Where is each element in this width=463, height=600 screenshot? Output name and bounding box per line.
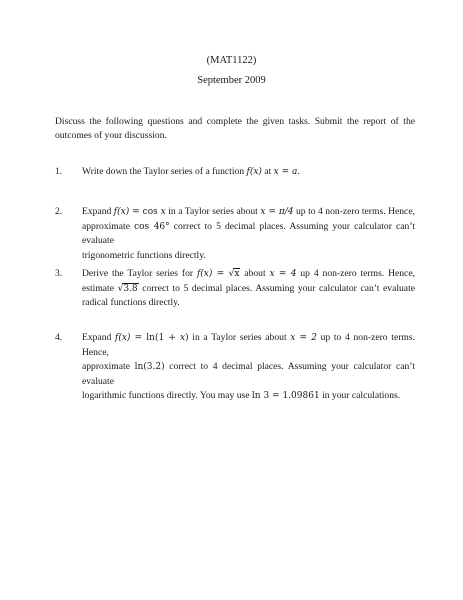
text-run: . (297, 166, 300, 177)
question-line (82, 360, 415, 389)
math-expression: ) (185, 333, 189, 343)
question-text (82, 205, 415, 263)
question-item (55, 331, 415, 401)
math-expression: ln(3.2) (134, 362, 165, 372)
math-expression: f(x) = (115, 333, 147, 343)
math-expression: ln 3 = 1.09861 (251, 391, 320, 401)
math-expression: x = 4 (269, 269, 297, 279)
question-line (82, 331, 415, 360)
text-run: up to 4 non-zero terms. Hence, (82, 332, 415, 358)
math-expression: √ (228, 269, 235, 279)
math-expression: x = 2 (290, 333, 317, 343)
text-run: correct to 5 decimal places. Assuming your calculator can’t evaluate (138, 282, 415, 294)
text-run: in a Taylor series about (165, 206, 261, 217)
course-code: (MAT1122) (206, 55, 257, 66)
math-expression: f(x) (246, 167, 262, 177)
math-expression: x = π/4 (260, 207, 294, 217)
document-date: September 2009 (197, 75, 266, 86)
question-number: 2. (55, 206, 63, 217)
question-number: 4. (55, 332, 63, 343)
math-expression: x (180, 333, 186, 343)
question-line (82, 389, 415, 404)
text-run: Derive the Taylor series for (82, 268, 197, 279)
text-run: up to 4 non-zero terms. Hence, (293, 206, 415, 217)
question-number: 1. (55, 166, 63, 177)
text-run: correct to 5 decimal places. Assuming your calculator can’t evaluate (82, 220, 416, 246)
text-run: in a Taylor series about (188, 332, 291, 343)
math-expression: ln(1 + (146, 333, 181, 343)
question-line (82, 267, 415, 282)
text-run: approximate (82, 220, 135, 232)
math-expression: x = a (273, 167, 298, 177)
math-expression: x (160, 207, 166, 217)
text-run: estimate (82, 282, 118, 294)
question-line (82, 220, 415, 249)
question-text (82, 331, 415, 404)
text-run: Expand (82, 332, 115, 343)
text-run: in your calculations. (319, 390, 401, 401)
math-expression: √ (117, 283, 124, 294)
question-item (55, 205, 416, 261)
text-run: approximate (82, 361, 135, 372)
question-line (82, 282, 415, 297)
text-run: about (240, 268, 270, 279)
text-run: trigonometric functions directly. (82, 249, 206, 261)
text-run: correct to 4 decimal places. Assuming your calculator can’t evaluate (82, 361, 415, 387)
text-run: up 4 non-zero terms. Hence, (296, 268, 415, 279)
question-number: 3. (55, 268, 63, 279)
math-expression: f(x) = (196, 269, 229, 279)
text-run: Write down the Taylor series of a function (82, 166, 247, 177)
text-run: radical functions directly. (82, 297, 180, 308)
question-item (55, 267, 415, 317)
text-run: Expand (82, 206, 114, 217)
radicand: x (234, 269, 240, 279)
radicand: 3.8 (123, 283, 138, 294)
question-line (82, 205, 415, 220)
question-text (82, 165, 415, 180)
math-expression: f(x) = (113, 207, 143, 217)
text-run: at (261, 166, 274, 177)
question-line (82, 296, 415, 311)
question-text (82, 267, 415, 311)
question-line (82, 165, 415, 180)
question-line (82, 249, 415, 264)
text-run: logarithmic functions directly. You may use (82, 390, 252, 401)
math-expression: cos (142, 207, 161, 217)
instructions-paragraph: Discuss the following questions and complete the given tasks. Submit the report of the outcomes of your discussion. (55, 116, 415, 141)
math-expression: cos 46° (134, 221, 170, 232)
question-item (55, 165, 415, 185)
